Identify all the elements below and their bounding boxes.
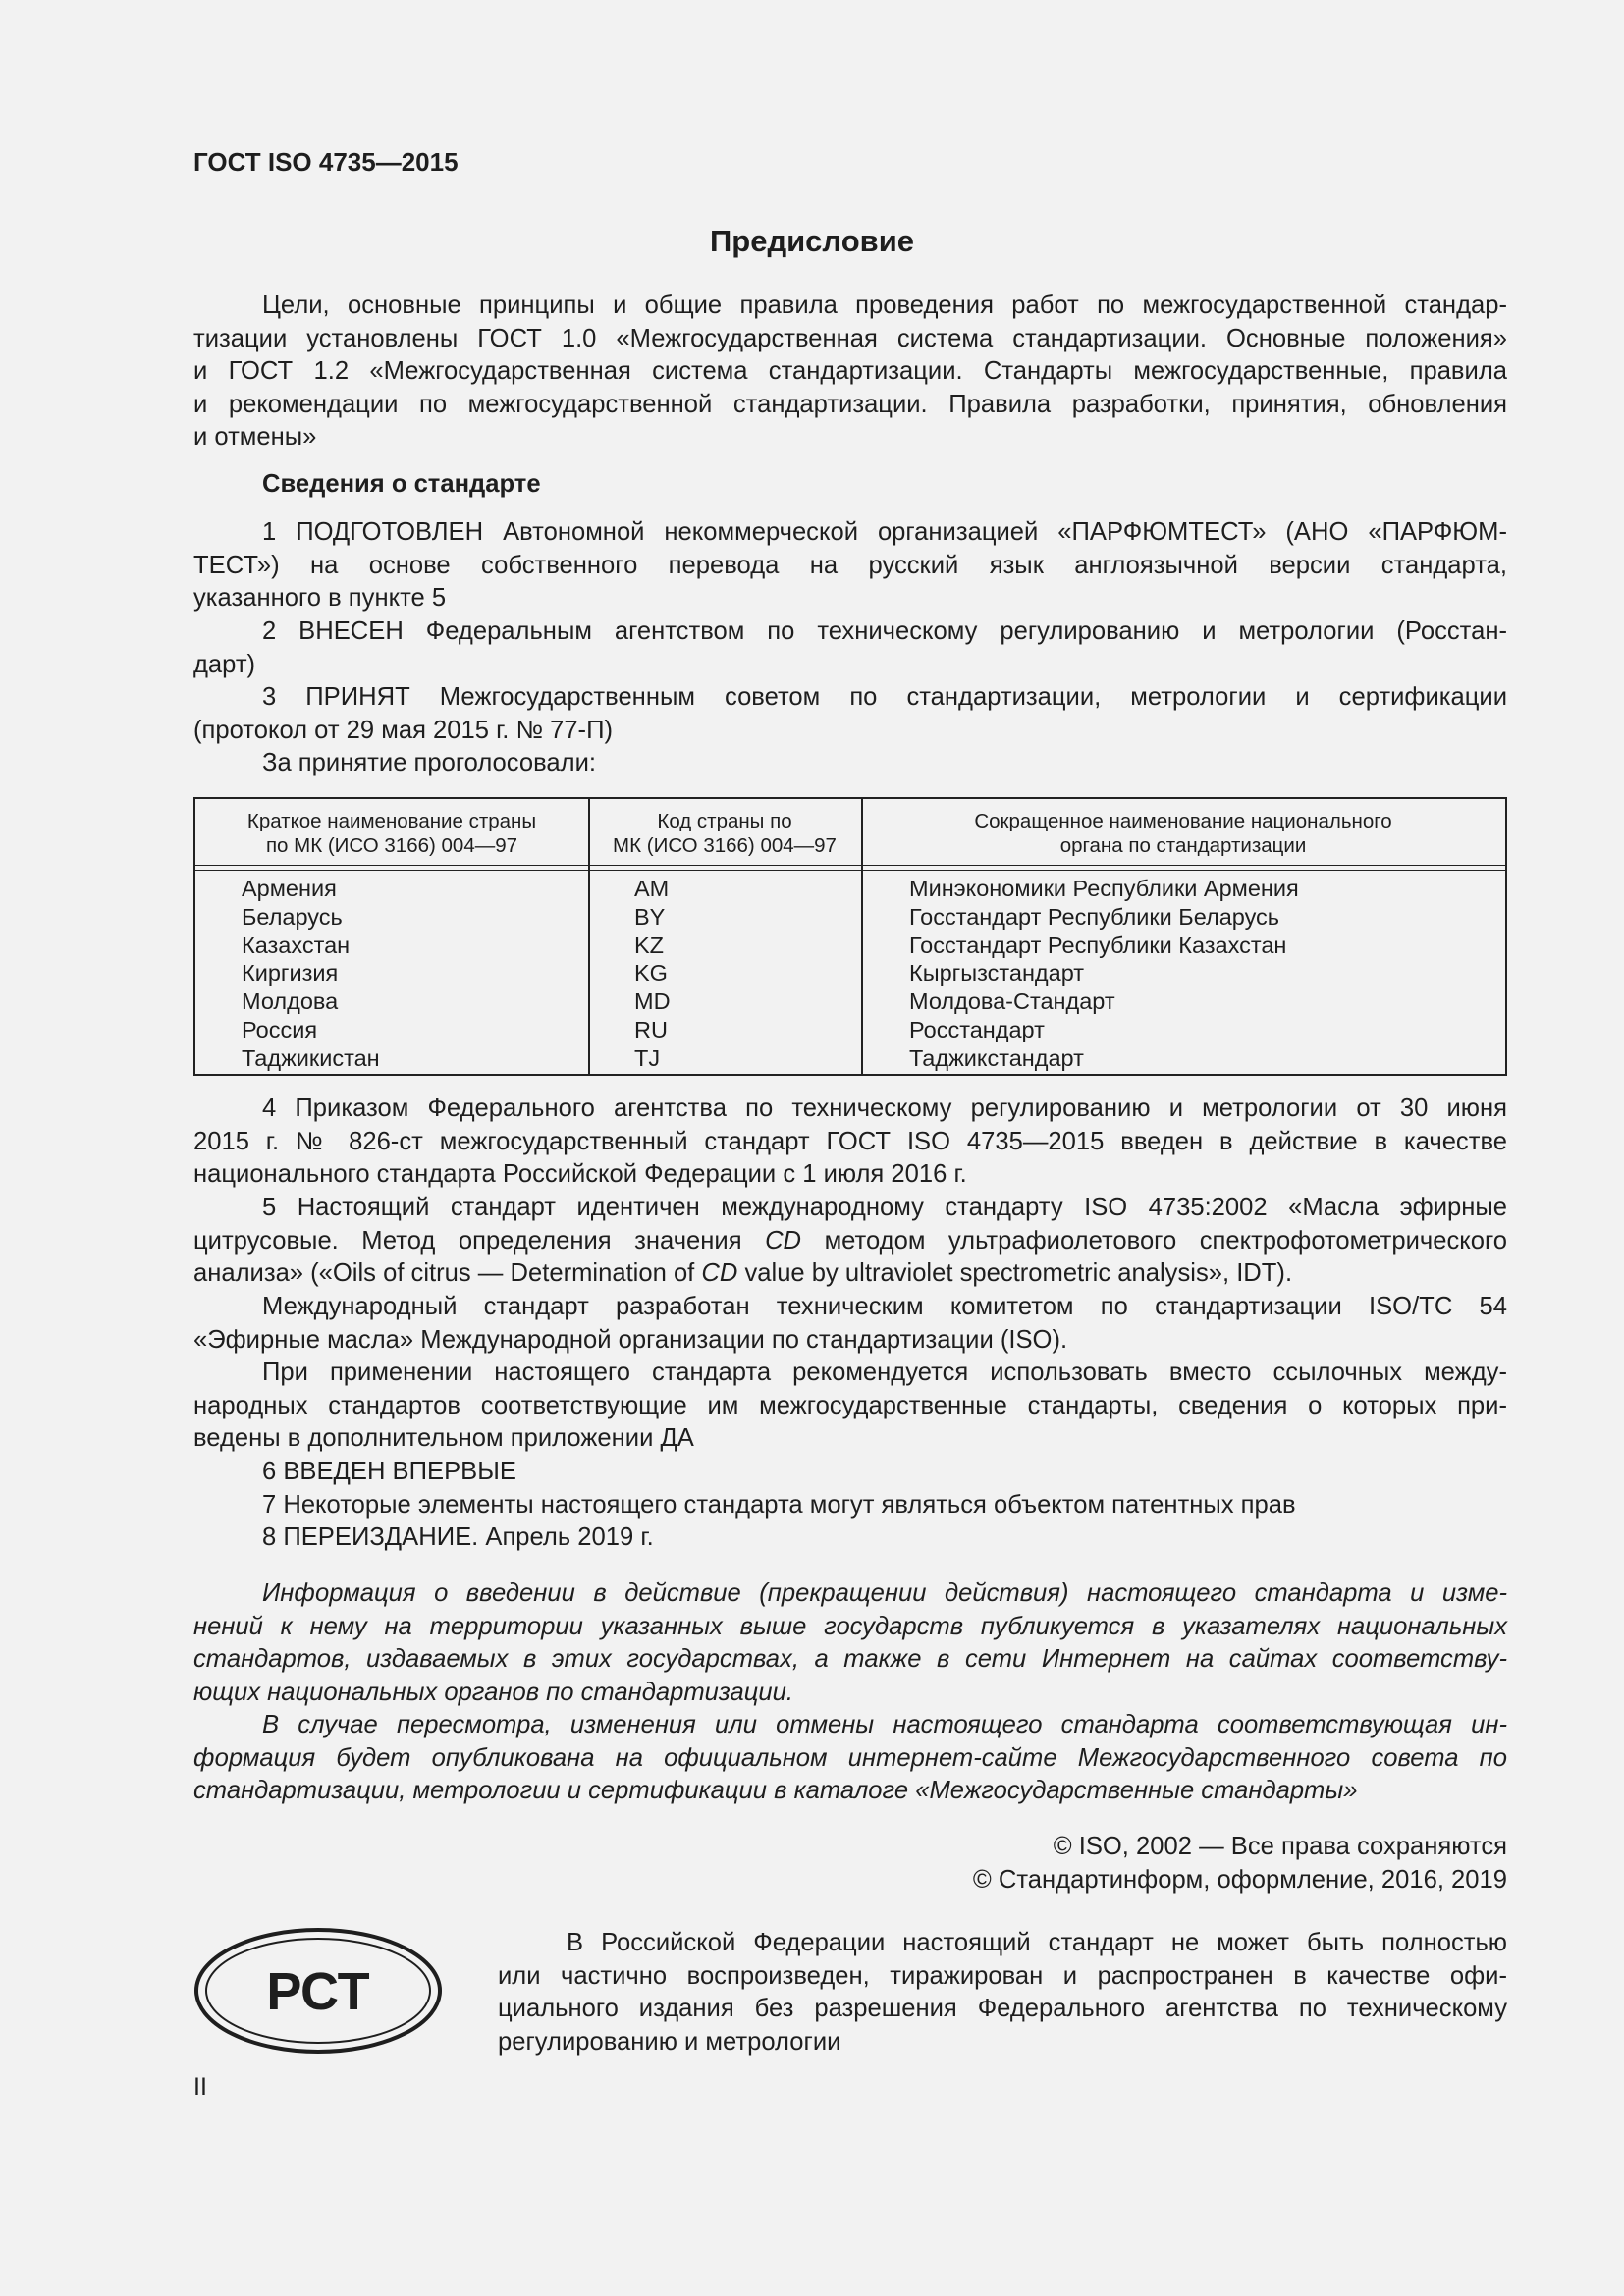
text-line: народных стандартов соответствующие им межгосударственные стандарты, сведения о которых при-: [193, 1391, 1507, 1419]
tc-paragraph: [193, 1291, 1507, 1357]
table-cell: Молдова-Стандарт: [909, 988, 1115, 1015]
table-cell: Росстандарт: [909, 1016, 1045, 1042]
table-cell: AM: [634, 876, 670, 901]
text-line: 3 ПРИНЯТ Межгосударственным советом по стандартизации, метрологии и сертификации: [262, 683, 1507, 711]
text-line: формация будет опубликована на официальном интернет-сайте Межгосударственного совета по: [193, 1743, 1507, 1772]
apply-paragraph: [193, 1357, 1507, 1456]
page-number: II: [193, 2073, 207, 2101]
item-4: [193, 1093, 1507, 1192]
table-cell: Беларусь: [242, 903, 343, 930]
table-cell: Минэкономики Республики Армения: [909, 876, 1299, 901]
text-line: регулированию и метрологии: [498, 2027, 841, 2056]
item-6: 6 ВВЕДЕН ВПЕРВЫЕ: [262, 1458, 516, 1485]
text-line: 2015 г. № 826-ст межгосударственный стандарт ГОСТ ISO 4735—2015 введен в действие в качестве: [193, 1127, 1507, 1155]
country-column: [242, 875, 380, 1073]
table-cell: Молдова: [242, 988, 339, 1015]
logo-text: РСТ: [266, 1962, 370, 2021]
table-cell: Госстандарт Республики Беларусь: [909, 903, 1280, 930]
table-header-body: Сокращенное наименование национального органа по стандартизации: [974, 810, 1392, 857]
rf-note: [498, 1927, 1507, 2058]
table-header-code: Код страны по МК (ИСО 3166) 004—97: [613, 810, 837, 857]
rst-logo: [193, 1927, 443, 2055]
text-line: нений к нему на территории указанных выше государств публикуется в указателях национальных: [193, 1612, 1507, 1640]
intro-paragraph: [193, 290, 1507, 454]
text-line: ющих национальных органов по стандартизации.: [193, 1678, 793, 1706]
text-line: и отмены»: [193, 423, 317, 452]
text-line: указанного в пункте 5: [193, 584, 447, 613]
table-cell: MD: [634, 988, 671, 1015]
table-cell: Госстандарт Республики Казахстан: [909, 932, 1287, 958]
text-line: или частично воспроизведен, тиражирован и распространен в качестве офи-: [498, 1961, 1507, 1990]
table-cell: Таджикстандарт: [909, 1044, 1084, 1071]
table-header-country: Краткое наименование страны по МК (ИСО 3166) 004—97: [246, 810, 537, 857]
table-cell: Армения: [242, 876, 337, 901]
page-title: Предисловие: [709, 224, 914, 258]
text-line: Международный стандарт разработан техническим комитетом по стандартизации ISO/TC 54: [262, 1293, 1507, 1320]
text-line: циального издания без разрешения Федерального агентства по техническому: [498, 1995, 1507, 2023]
table-cell: KG: [634, 960, 668, 987]
text-line: 1 ПОДГОТОВЛЕН Автономной некоммерческой организацией «ПАРФЮМТЕСТ» (АНО «ПАРФЮМ-: [262, 518, 1507, 546]
text-line: 5 Настоящий стандарт идентичен международному стандарту ISO 4735:2002 «Масла эфирные: [262, 1194, 1507, 1221]
text-line: 4 Приказом Федерального агентства по техническому регулированию и метрологии от 30 июня: [262, 1095, 1507, 1122]
text-line: стандартизации, метрологии и сертификации в каталоге «Межгосударственные стандарты»: [193, 1777, 1358, 1805]
code-column: [634, 875, 671, 1073]
body-column: [909, 875, 1299, 1073]
copyright-standartinform: © Стандартинформ, оформление, 2016, 2019: [972, 1865, 1507, 1894]
voted-label: За принятие проголосовали:: [262, 749, 596, 776]
text-line: 2 ВНЕСЕН Федеральным агентством по техническому регулированию и метрологии (Росстан-: [262, 617, 1507, 645]
info-heading: Сведения о стандарте: [262, 470, 541, 498]
table-cell: Россия: [242, 1016, 318, 1042]
text-line: дарт): [193, 650, 256, 678]
document-code: ГОСТ ISO 4735—2015: [193, 147, 459, 177]
text-line: ведены в дополнительном приложении ДА: [193, 1424, 694, 1453]
voting-table: [193, 797, 1507, 1076]
item-1: [193, 516, 1507, 615]
text-line: и ГОСТ 1.2 «Межгосударственная система стандартизации. Стандарты межгосударственные, правила: [193, 357, 1507, 386]
text-line: и рекомендации по межгосударственной стандартизации. Правила разработки, принятия, обновления: [193, 390, 1507, 418]
table-cell: RU: [634, 1016, 668, 1042]
text-line: стандартов, издаваемых в этих государствах, а также в сети Интернет на сайтах соответству-: [193, 1645, 1507, 1674]
info-paragraph-2: [193, 1709, 1507, 1808]
text-line: В случае пересмотра, изменения или отмены настоящего стандарта соответствующая ин-: [262, 1711, 1507, 1738]
text-line: анализа» («Oils of citrus — Determination of CD value by ultraviolet spectrometric analysis», IDT).: [193, 1259, 1293, 1288]
text-line: тизации установлены ГОСТ 1.0 «Межгосударственная система стандартизации. Основные положения»: [193, 324, 1507, 352]
table-cell: Кыргызстандарт: [909, 960, 1085, 987]
table-cell: KZ: [634, 932, 665, 958]
table-cell: Киргизия: [242, 960, 339, 987]
copyright-iso: © ISO, 2002 — Все права сохраняются: [1053, 1833, 1507, 1860]
item-8: 8 ПЕРЕИЗДАНИЕ. Апрель 2019 г.: [262, 1523, 654, 1552]
text-line: «Эфирные масла» Международной организации по стандартизации (ISO).: [193, 1325, 1068, 1354]
copyright: [820, 1831, 1507, 1896]
text-line: Информация о введении в действие (прекращении действия) настоящего стандарта и изме-: [262, 1579, 1507, 1607]
item-7: 7 Некоторые элементы настоящего стандарта могут являться объектом патентных прав: [262, 1490, 1296, 1519]
item-3: [193, 681, 1507, 747]
table-cell: Таджикистан: [242, 1044, 380, 1071]
text-line: (протокол от 29 мая 2015 г. № 77-П): [193, 716, 613, 744]
info-paragraph-1: [193, 1577, 1507, 1709]
table-cell: BY: [634, 903, 666, 930]
text-line: При применении настоящего стандарта рекомендуется использовать вместо ссылочных между-: [262, 1359, 1507, 1386]
text-line: Цели, основные принципы и общие правила проведения работ по межгосударственной стандар-: [262, 292, 1507, 319]
text-line: цитрусовые. Метод определения значения CD методом ультрафиолетового спектрофотометрического: [193, 1226, 1507, 1255]
text-line: национального стандарта Российской Федерации с 1 июля 2016 г.: [193, 1160, 967, 1189]
item-5: [193, 1192, 1507, 1291]
text-line: В Российской Федерации настоящий стандарт не может быть полностью: [567, 1929, 1507, 1956]
items-6-8: [193, 1456, 1507, 1555]
item-2: [193, 615, 1507, 681]
table-cell: TJ: [634, 1044, 661, 1071]
table-cell: Казахстан: [242, 932, 351, 958]
text-line: ТЕСТ») на основе собственного перевода на русский язык англоязычной версии стандарта,: [193, 551, 1507, 579]
